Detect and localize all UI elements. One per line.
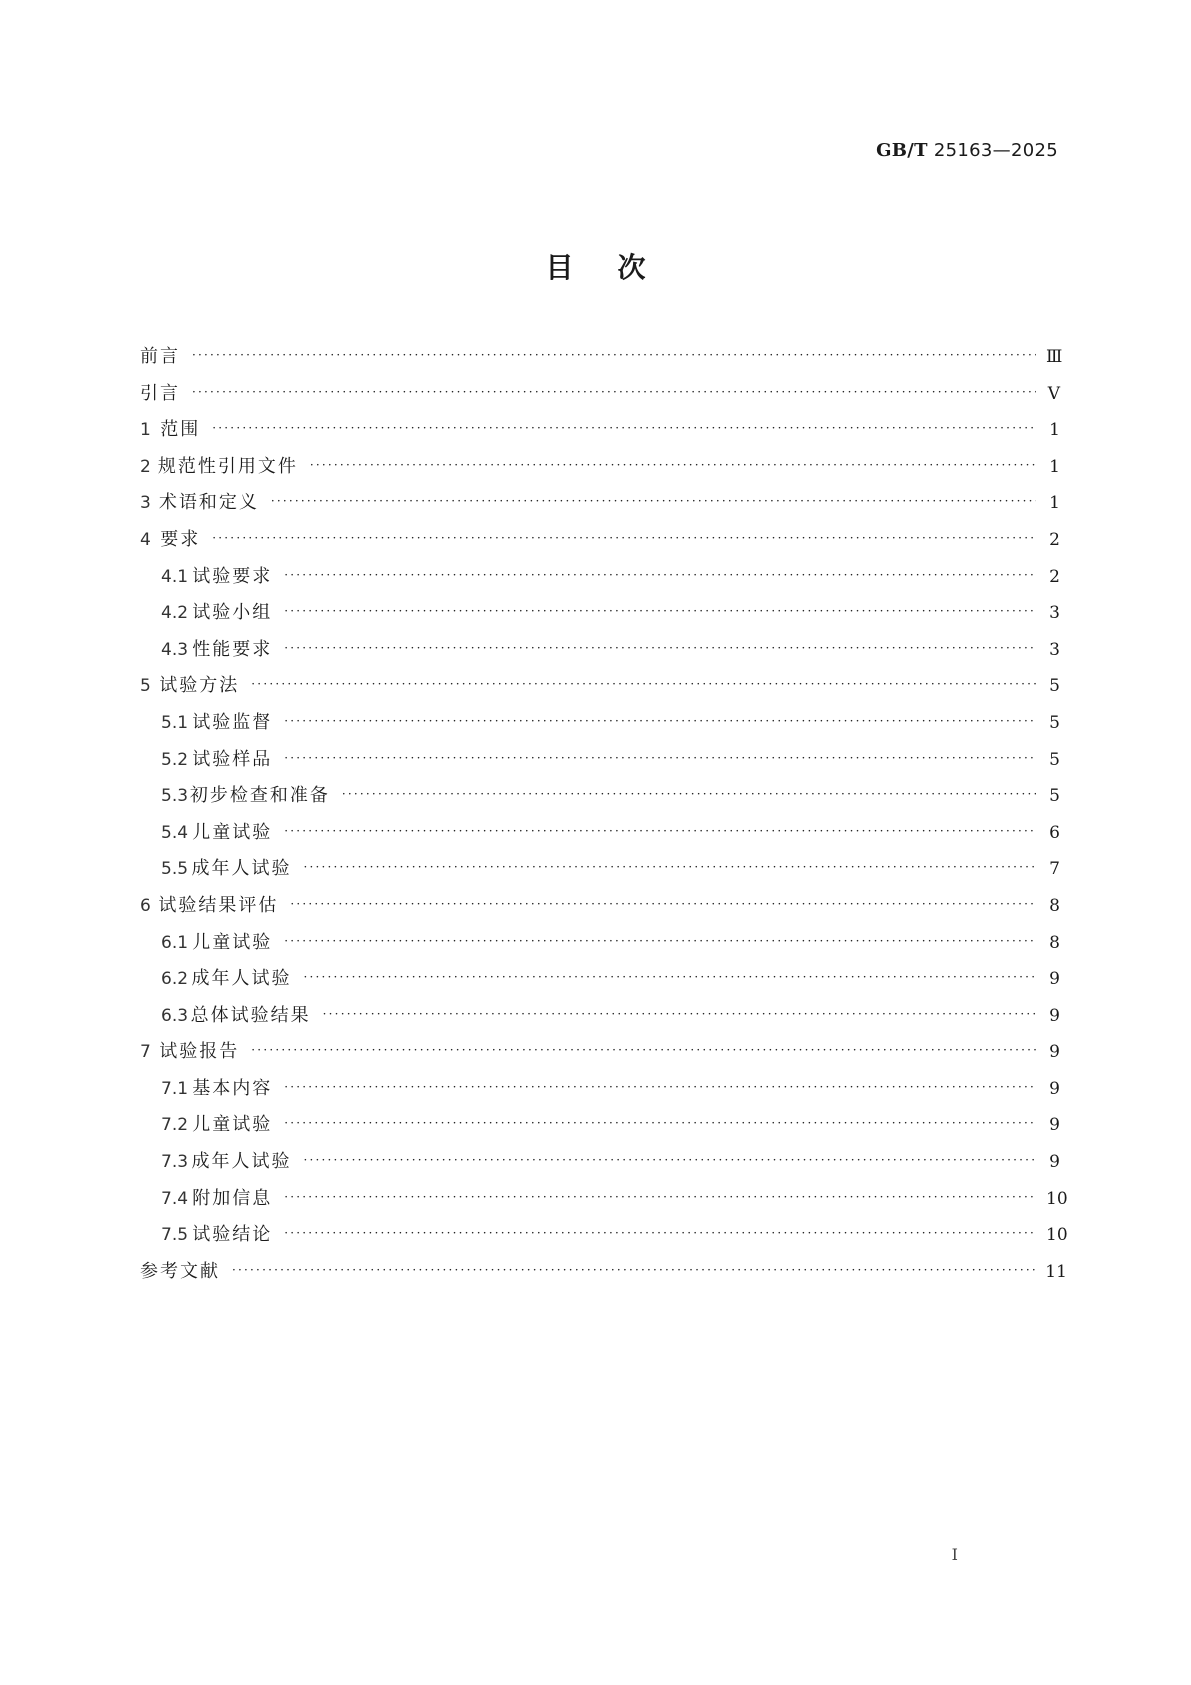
toc-entry-page: 8 <box>1049 932 1060 953</box>
toc-dot-leader <box>192 374 1036 411</box>
toc-dot-leader <box>290 886 1036 923</box>
toc-entry-number: 7.1 <box>161 1078 189 1099</box>
toc-dot-leader <box>284 557 1036 594</box>
toc-dot-leader <box>284 1215 1036 1252</box>
toc-dot-leader <box>303 1142 1036 1179</box>
toc-entry-title: 儿童试验 <box>192 931 273 953</box>
toc-entry-title: 成年人试验 <box>191 1151 292 1173</box>
toc-dot-leader <box>310 447 1036 484</box>
toc-dot-leader <box>232 1252 1035 1289</box>
toc-entry-number: 4.3 <box>161 639 189 660</box>
toc-entry[interactable] <box>140 961 1060 998</box>
toc-entry[interactable] <box>140 705 1060 742</box>
toc-entry[interactable] <box>140 595 1060 632</box>
toc-entry-page: 9 <box>1049 1152 1060 1173</box>
toc-dot-leader <box>271 483 1036 520</box>
toc-entry-number: 5 <box>140 676 151 697</box>
toc-entry[interactable] <box>140 412 1060 449</box>
toc-entry-page: 3 <box>1049 639 1060 660</box>
toc-entry-title: 试验监督 <box>192 711 273 733</box>
toc-entry-number: 6.1 <box>161 932 189 953</box>
toc-entry-title: 试验要求 <box>192 565 273 587</box>
toc-entry-number: 7.3 <box>161 1152 189 1173</box>
toc-entry-page: 2 <box>1049 566 1060 587</box>
toc-dot-leader <box>192 337 1036 374</box>
toc-entry-number: 5.3 <box>161 786 189 807</box>
standard-code-prefix: GB/T <box>876 140 928 161</box>
toc-entry[interactable] <box>140 778 1060 815</box>
toc-entry-page: Ⅲ <box>1046 347 1063 367</box>
toc-entry[interactable] <box>140 998 1060 1035</box>
toc-entry-page: 2 <box>1049 529 1060 550</box>
toc-dot-leader <box>342 776 1036 813</box>
toc-entry-title: 儿童试验 <box>192 821 273 843</box>
toc-entry[interactable] <box>140 1071 1060 1108</box>
toc-dot-leader <box>212 520 1036 557</box>
toc-entry-title: 要求 <box>160 528 201 550</box>
toc-entry-title: 成年人试验 <box>191 968 292 990</box>
toc-entry-number: 7.2 <box>161 1115 189 1136</box>
toc-entry-title: 儿童试验 <box>192 1114 273 1136</box>
toc-entry[interactable] <box>140 485 1060 522</box>
toc-entry-number: 4.2 <box>161 603 189 624</box>
toc-entry-number: 7.5 <box>161 1225 189 1246</box>
toc-entry-title: 试验小组 <box>192 602 273 624</box>
toc-entry-number: 3 <box>140 493 151 514</box>
toc-entry-title: 试验结果评估 <box>158 894 279 916</box>
toc-dot-leader <box>284 923 1036 960</box>
toc-entry[interactable] <box>140 742 1060 779</box>
standard-code <box>876 140 1058 161</box>
toc-entry-page: 1 <box>1049 493 1060 514</box>
toc-entry[interactable] <box>140 1254 1067 1291</box>
toc-entry-page: 5 <box>1049 676 1060 697</box>
toc-entry-title: 性能要求 <box>192 638 273 660</box>
toc-dot-leader <box>303 849 1036 886</box>
toc-dot-leader <box>251 666 1036 703</box>
toc-dot-leader <box>284 630 1036 667</box>
toc-entry-page: Ⅴ <box>1047 383 1060 404</box>
toc-entry[interactable] <box>140 1144 1060 1181</box>
toc-entry-title: 附加信息 <box>192 1187 273 1209</box>
toc-entry-page: 6 <box>1049 822 1060 843</box>
toc-entry[interactable] <box>140 522 1060 559</box>
toc-dot-leader <box>284 593 1036 630</box>
toc-entry[interactable] <box>140 851 1060 888</box>
toc-entry-page: 10 <box>1046 1225 1068 1246</box>
toc-entry-page: 5 <box>1049 786 1060 807</box>
toc-entry-page: 9 <box>1049 1005 1060 1026</box>
toc-entry-page: 9 <box>1049 969 1060 990</box>
toc-dot-leader <box>284 1179 1036 1216</box>
toc-entry-title: 基本内容 <box>192 1077 273 1099</box>
toc-entry[interactable] <box>140 449 1060 486</box>
toc-entry-number: 5.4 <box>161 822 189 843</box>
toc-dot-leader <box>284 813 1036 850</box>
toc-entry-title: 总体试验结果 <box>190 1004 311 1026</box>
toc-entry-number: 5.1 <box>161 712 189 733</box>
toc-dot-leader <box>284 1069 1036 1106</box>
toc-entry-title: 初步检查和准备 <box>189 785 330 807</box>
toc-entry-title: 术语和定义 <box>158 492 259 514</box>
toc-entry-page: 9 <box>1049 1042 1060 1063</box>
toc-entry-number: 5.5 <box>161 859 189 880</box>
toc-entry[interactable] <box>140 815 1060 852</box>
toc-entry-number: 5.2 <box>161 749 189 770</box>
toc-entry-page: 9 <box>1049 1115 1060 1136</box>
toc-entry-title: 前言 <box>140 346 180 367</box>
toc-entry[interactable] <box>140 1107 1060 1144</box>
page-number: I <box>951 1545 958 1564</box>
toc-entry-title: 引言 <box>140 382 180 404</box>
toc-dot-leader <box>251 1032 1036 1069</box>
toc-entry[interactable] <box>140 668 1060 705</box>
toc-entry[interactable] <box>140 1181 1068 1218</box>
toc-dot-leader <box>212 410 1036 447</box>
toc-entry[interactable] <box>140 632 1060 669</box>
toc-entry-page: 10 <box>1046 1188 1068 1209</box>
toc-entry-title: 试验方法 <box>159 675 240 697</box>
toc-entry-number: 6.2 <box>161 969 189 990</box>
toc-entry-page: 1 <box>1049 456 1060 477</box>
standard-code-number: 25163—2025 <box>933 140 1058 161</box>
toc-entry-page: 11 <box>1045 1261 1067 1282</box>
toc-entry[interactable] <box>140 339 1063 376</box>
toc-dot-leader <box>284 740 1036 777</box>
toc-entry-page: 5 <box>1049 712 1060 733</box>
toc-dot-leader <box>323 996 1036 1033</box>
toc-entry-title: 试验报告 <box>159 1041 240 1063</box>
toc-entry-title: 参考文献 <box>140 1260 220 1282</box>
toc-dot-leader <box>284 1105 1036 1142</box>
page-title: 目次 <box>545 251 690 284</box>
toc-entry[interactable] <box>140 1217 1068 1254</box>
toc-entry-title: 规范性引用文件 <box>157 455 298 477</box>
toc-entry-number: 4.1 <box>161 566 189 587</box>
toc-entry-number: 2 <box>140 456 151 477</box>
toc-entry-title: 成年人试验 <box>191 858 292 880</box>
toc-entry[interactable] <box>140 376 1060 413</box>
toc-dot-leader <box>284 703 1036 740</box>
toc-entry[interactable] <box>140 559 1060 596</box>
toc-entry[interactable] <box>140 888 1060 925</box>
toc-entry-number: 7.4 <box>161 1188 189 1209</box>
toc-dot-leader <box>303 959 1036 996</box>
toc-entry-number: 7 <box>140 1042 151 1063</box>
toc-entry-page: 8 <box>1049 895 1060 916</box>
toc-entry-title: 试验样品 <box>192 748 273 770</box>
toc-entry-page: 7 <box>1049 859 1060 880</box>
toc-entry-title: 范围 <box>160 419 201 441</box>
toc-entry-title: 试验结论 <box>192 1224 273 1246</box>
toc-entry-page: 5 <box>1049 749 1060 770</box>
toc-entry-page: 3 <box>1049 603 1060 624</box>
toc-entry-page: 9 <box>1049 1078 1060 1099</box>
toc-entry-page: 1 <box>1049 420 1060 441</box>
table-of-contents <box>140 339 1068 1290</box>
toc-entry-number: 1 <box>140 420 151 441</box>
toc-entry-number: 6 <box>140 895 151 916</box>
toc-entry[interactable] <box>140 925 1060 962</box>
toc-entry-number: 4 <box>140 529 151 550</box>
toc-entry-number: 6.3 <box>161 1005 189 1026</box>
toc-entry[interactable] <box>140 1034 1060 1071</box>
